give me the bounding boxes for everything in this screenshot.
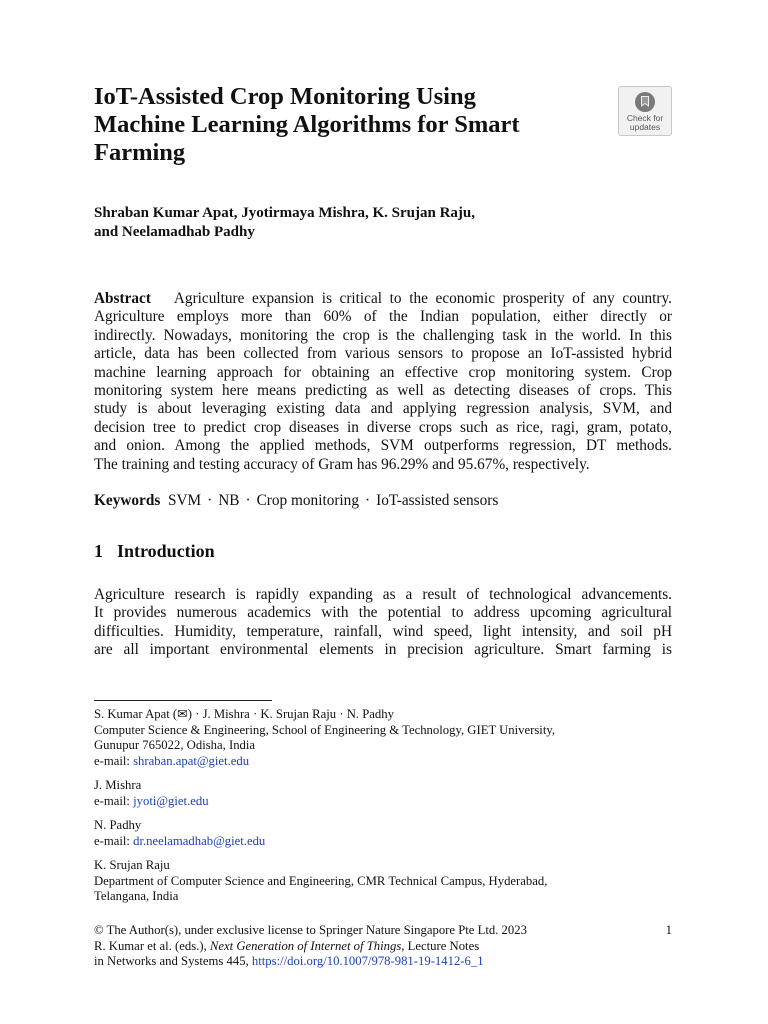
email-line: e-mail: dr.neelamadhab@giet.edu: [94, 833, 266, 848]
citation-line: R. Kumar et al. (eds.), Next Generation of Internet of Things, Lecture Notes: [94, 938, 480, 953]
keyword-separator: ·: [207, 492, 213, 509]
footnote-authors: S. Kumar Apat (✉) · J. Mishra · K. Srujan Raju · N. Padhy: [94, 707, 394, 721]
affiliation-line: Telangana, India: [94, 889, 179, 903]
abstract-line: The training and testing accuracy of Gram has 96.29% and 95.67%, respectively.: [94, 455, 590, 473]
abstract-line: indirectly. Nowadays, monitoring the crop is the challenging task in the world. In this: [94, 326, 672, 344]
keyword: SVM: [167, 492, 202, 509]
body-line: difficulties. Humidity, temperature, rainfall, wind speed, light intensity, and soil pH: [94, 622, 672, 640]
abstract-line: monitoring system here means predicting as well as detecting diseases of crops. This: [94, 382, 672, 400]
footnote-affiliation-2: [94, 778, 684, 809]
introduction-text: [94, 586, 672, 660]
footnote-name: J. Mishra: [94, 778, 142, 792]
check-for-updates-label: Check for updates: [626, 113, 664, 132]
bookmark-ribbon-icon: [634, 91, 656, 113]
title-line: IoT-Assisted Crop Monitoring Using: [94, 83, 476, 110]
footnote-affiliation-3: [94, 818, 684, 849]
abstract-line: article, data has been collected from various sensors to propose an IoT-assisted hybrid: [94, 345, 672, 363]
book-title: Next Generation of Internet of Things: [209, 938, 402, 953]
body-line: It provides numerous academics with the potential to address upcoming agricultural: [94, 604, 672, 622]
keywords: [94, 492, 498, 510]
affiliation-line: Computer Science & Engineering, School of Engineering & Technology, GIET University,: [94, 722, 556, 737]
affiliation-line: Gunupur 765022, Odisha, India: [94, 738, 256, 752]
keywords-label: Keywords: [94, 492, 161, 509]
body-line: Agriculture research is rapidly expanding as a result of technological advancements.: [94, 586, 672, 603]
section-title: Introduction: [117, 541, 215, 561]
abstract-line: and onion. Among the applied methods, SVM outperforms regression, DT methods.: [94, 437, 672, 455]
doi-link[interactable]: https://doi.org/10.1007/978-981-19-1412-6_1: [251, 954, 484, 968]
copyright-block: [94, 923, 684, 970]
abstract-line: machine learning approach for obtaining an effective crop monitoring system. Crop: [94, 363, 672, 381]
abstract: [94, 290, 672, 474]
email-link[interactable]: shraban.apat@giet.edu: [133, 753, 250, 768]
paper-title: [94, 83, 594, 167]
keyword-separator: ·: [364, 492, 371, 509]
email-link[interactable]: dr.neelamadhab@giet.edu: [133, 833, 266, 848]
body-line: are all important environmental elements in precision agriculture. Smart farming is: [94, 641, 672, 659]
email-line: e-mail: jyoti@giet.edu: [94, 793, 209, 808]
footnote-name: N. Padhy: [94, 818, 142, 832]
author-list: [94, 204, 694, 242]
title-line: Farming: [94, 139, 186, 166]
abstract-label: Abstract: [94, 290, 151, 307]
title-line: Machine Learning Algorithms for Smart: [94, 111, 520, 138]
author-line: and Neelamadhab Padhy: [94, 224, 255, 240]
check-for-updates-badge[interactable]: [618, 86, 672, 136]
footnote-divider: [94, 700, 272, 701]
section-number: 1: [94, 541, 103, 561]
keyword: NB: [218, 492, 240, 509]
abstract-line: decision tree to predict crop diseases in diverse crops such as rice, ragi, gram, potato,: [94, 418, 672, 436]
footnote-affiliation-4: [94, 858, 684, 905]
abstract-line: Abstract Agriculture expansion is critical to the economic prosperity of any country.: [94, 290, 672, 307]
keyword: Crop monitoring: [256, 492, 359, 509]
abstract-line: study is about leveraging existing data and applying regression analysis, SVM, and: [94, 400, 672, 418]
email-line: e-mail: shraban.apat@giet.edu: [94, 753, 250, 768]
abstract-line: Agriculture employs more than 60% of the Indian population, either directly or: [94, 308, 672, 326]
section-heading: [94, 541, 215, 562]
keyword-separator: ·: [245, 492, 251, 509]
affiliation-line: Department of Computer Science and Engineering, CMR Technical Campus, Hyderabad,: [94, 873, 548, 888]
keyword: IoT-assisted sensors: [376, 492, 499, 509]
footnote-affiliation-1: [94, 707, 684, 769]
doi-line: in Networks and Systems 445, https://doi.org/10.1007/978-981-19-1412-6_1: [94, 954, 484, 968]
copyright-line: © The Author(s), under exclusive license to Springer Nature Singapore Pte Ltd. 2023: [94, 923, 527, 937]
footnote-name: K. Srujan Raju: [94, 858, 170, 872]
author-line: Shraban Kumar Apat, Jyotirmaya Mishra, K. Srujan Raju,: [94, 205, 476, 221]
page-number: 1: [665, 923, 672, 937]
email-link[interactable]: jyoti@giet.edu: [133, 793, 209, 808]
